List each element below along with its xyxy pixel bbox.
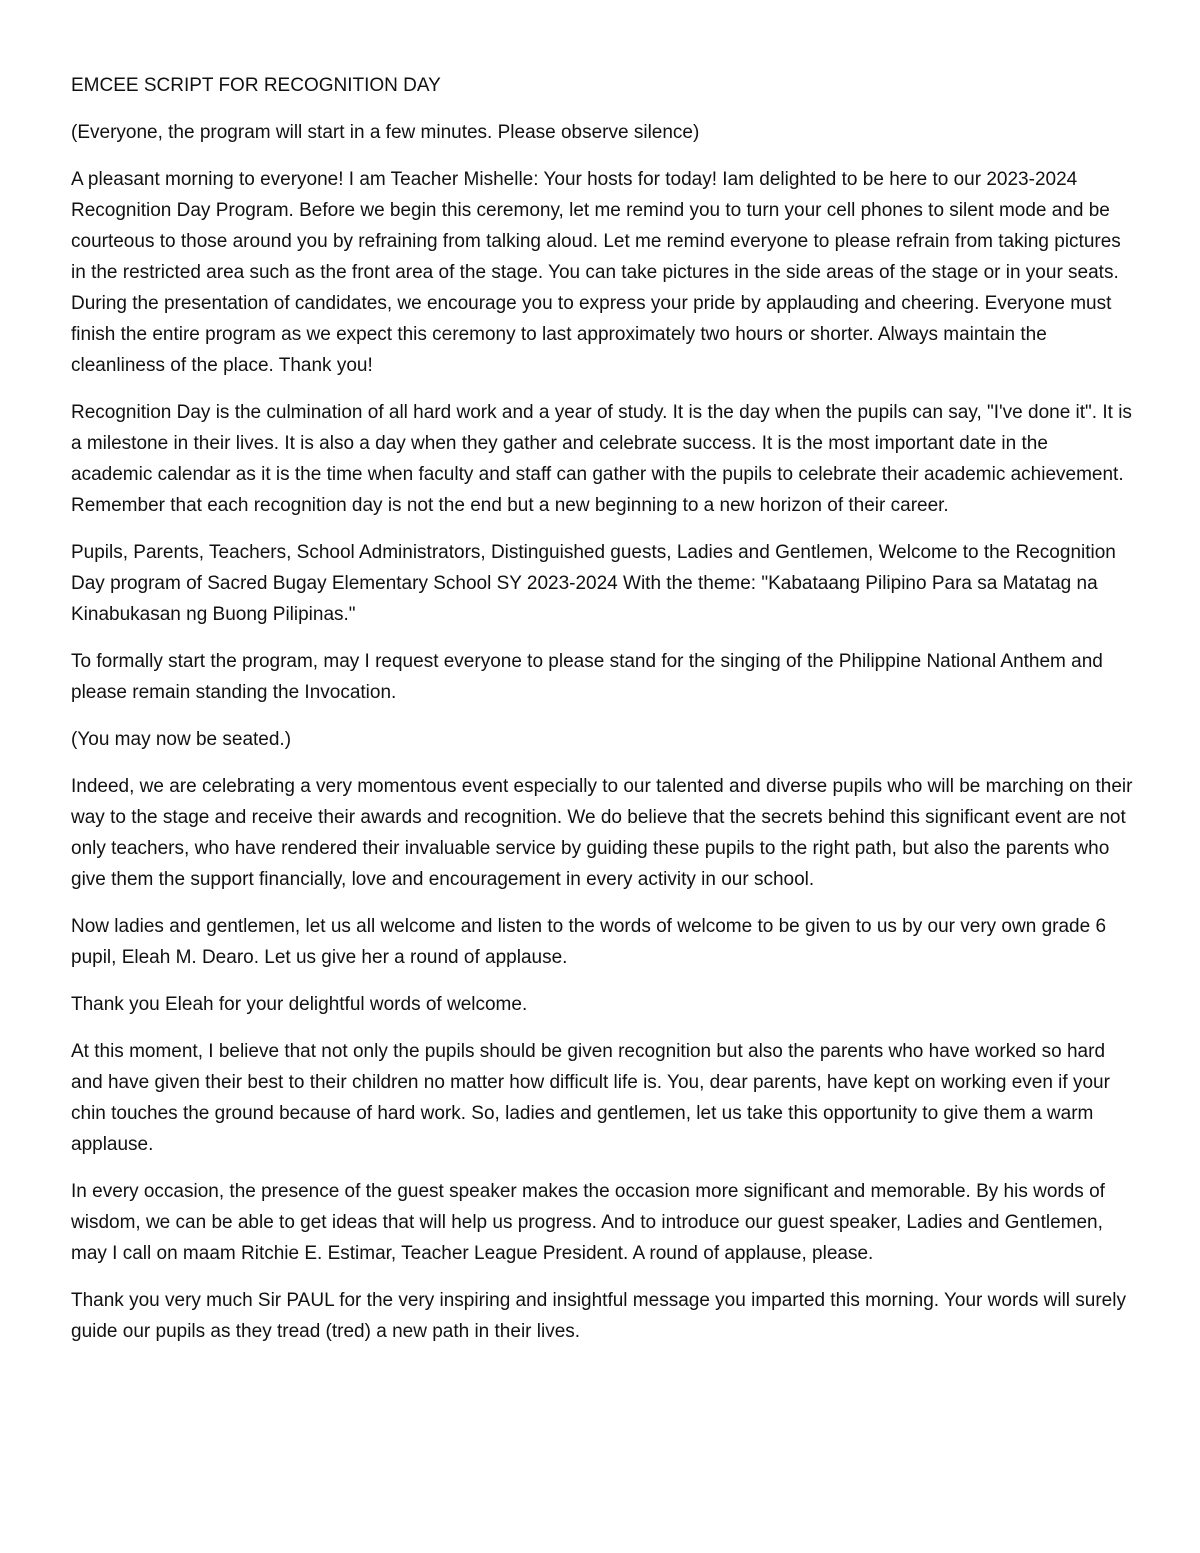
paragraph-anthem: To formally start the program, may I request everyone to please stand for the singing of the Philippine National Anthem and please remain standing the Invocation. — [71, 651, 1103, 703]
paragraph-welcome: Pupils, Parents, Teachers, School Administrators, Distinguished guests, Ladies and Gentlemen, Welcome to the Recognition Day program of Sacred Bugay Elementary School SY 2023-2024 With the theme: "Kabataang Pilipino Para sa Matatag na Kinabukasan ng Buong Pilipinas." — [71, 542, 1116, 625]
paragraph-parents-recognition: At this moment, I believe that not only the pupils should be given recognition but also the parents who have worked so hard and have given their best to their children no matter how difficult life is. You, dear parents, have kept on working even if your chin touches the ground because of hard work. So, ladies and gentlemen, let us take this opportunity to give them a warm applause. — [71, 1041, 1110, 1155]
paragraph-words-of-welcome: Now ladies and gentlemen, let us all welcome and listen to the words of welcome to be given to us by our very own grade 6 pupil, Eleah M. Dearo. Let us give her a round of applause. — [71, 916, 1107, 968]
paragraph-opening-note: (Everyone, the program will start in a few minutes. Please observe silence) — [71, 122, 700, 143]
paragraph-recognition-day: Recognition Day is the culmination of all hard work and a year of study. It is the day when the pupils can say, "I've done it". It is a milestone in their lives. It is also a day when they gather and celebrate success. It is the most important date in the academic calendar as it is the time when faculty and staff can gather with the pupils to celebrate their academic achievement. Remember that each recognition day is not the end but a new beginning to a new horizon of their career. — [71, 402, 1132, 516]
paragraph-momentous-event: Indeed, we are celebrating a very momentous event especially to our talented and diverse pupils who will be marching on their way to the stage and receive their awards and recognition. We do believe that the secrets behind this significant event are not only teachers, who have rendered their invaluable service by guiding these pupils to the right path, but also the parents who give them the support financially, love and encouragement in every activity in our school. — [71, 776, 1133, 890]
paragraph-greeting: A pleasant morning to everyone! I am Teacher Mishelle: Your hosts for today! Iam delighted to be here to our 2023-2024 Recognition Day Program. Before we begin this ceremony, let me remind you to turn your cell phones to silent mode and be courteous to those around you by refraining from talking aloud. Let me remind everyone to please refrain from taking pictures in the restricted area such as the front area of the stage. You can take pictures in the side areas of the stage or in your seats. During the presentation of candidates, we encourage you to express your pride by applauding and cheering. Everyone must finish the entire program as we expect this ceremony to last approximately two hours or shorter. Always maintain the cleanliness of the place. Thank you! — [71, 169, 1121, 376]
paragraph-thank-eleah: Thank you Eleah for your delightful words of welcome. — [71, 994, 528, 1015]
paragraph-guest-speaker: In every occasion, the presence of the guest speaker makes the occasion more significant and memorable. By his words of wisdom, we can be able to get ideas that will help us progress. And to introduce our guest speaker, Ladies and Gentlemen, may I call on maam Ritchie E. Estimar, Teacher League President. A round of applause, please. — [71, 1181, 1105, 1264]
document-title: EMCEE SCRIPT FOR RECOGNITION DAY — [71, 75, 441, 96]
document-body — [71, 70, 1133, 1363]
paragraph-seated: (You may now be seated.) — [71, 729, 292, 750]
paragraph-thank-speaker: Thank you very much Sir PAUL for the very inspiring and insightful message you imparted this morning. Your words will surely guide our pupils as they tread (tred) a new path in their lives. — [71, 1290, 1126, 1342]
